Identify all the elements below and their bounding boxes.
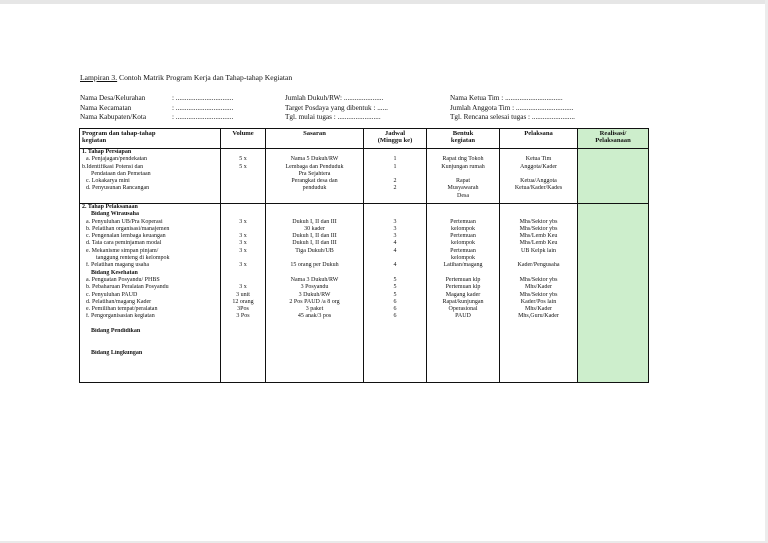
cell-text-line	[268, 211, 361, 218]
cell-pelaksana	[500, 204, 578, 383]
table-header-row	[80, 129, 649, 149]
cell-text-line: 1	[393, 156, 397, 163]
cell-text-line: Mhs/Lemb Keu	[519, 240, 558, 247]
info-column-targets	[285, 94, 388, 123]
cell-text-line: Mhs/Lemb Keu	[519, 233, 558, 240]
cell-text-line	[366, 270, 424, 277]
cell-text-line: Bidang Wirausaha	[91, 211, 139, 218]
cell-jadwal	[364, 204, 427, 383]
cell-text-line: 2 Pos PAUD /a 8 org	[289, 298, 340, 305]
cell-text-line: Rapat/kunjungan	[442, 298, 484, 305]
cell-text-line: Mhs/Sektor ybs	[519, 276, 558, 283]
cell-text-line: 5 x	[239, 156, 247, 163]
cell-text-line: 3 unit	[236, 291, 250, 298]
cell-text-line	[82, 343, 218, 350]
info-label: Tgl. Rencana selesai tugas :	[450, 113, 531, 121]
program-matrix-table	[79, 128, 649, 383]
cell-text-line: Musyawarah	[447, 185, 479, 192]
cell-text-line: 12 orang	[232, 298, 254, 305]
cell-text-line: UB Kelpk lain	[521, 247, 556, 254]
cell-text-line: Rapat	[456, 178, 470, 185]
cell-text-line: 6	[393, 298, 397, 305]
cell-sasaran	[266, 204, 364, 383]
cell-text-line	[429, 149, 497, 156]
info-value: : ................................	[172, 113, 234, 121]
cell-text-line: 3 x	[239, 240, 247, 247]
cell-text-line: d. Pelatihan/magang Kader	[86, 298, 152, 305]
cell-sasaran	[266, 149, 364, 204]
cell-text-line: kelompok	[451, 225, 475, 232]
cell-text-line: 4	[393, 240, 397, 247]
cell-text-line: 3 x	[239, 218, 247, 225]
cell-text-line	[429, 204, 497, 211]
cell-text-line: Dukuh I, II dan III	[292, 240, 337, 247]
info-label: Nama Kecamatan	[80, 103, 132, 112]
cell-text-line: Rapat dng Tokoh	[442, 156, 484, 163]
cell-realisasi	[578, 149, 649, 204]
cell-text-line: Pelaksana	[524, 130, 553, 137]
info-value: ......................	[343, 94, 384, 102]
cell-bentuk	[427, 149, 500, 204]
cell-text-line: Desa	[457, 192, 469, 199]
header-jadwal	[364, 129, 427, 149]
header-bentuk	[427, 129, 500, 149]
info-label: Nama Ketua Tim :	[450, 94, 504, 102]
cell-text-line	[223, 226, 263, 233]
cell-text-line	[366, 204, 424, 211]
cell-text-line: Volume	[232, 130, 254, 137]
cell-text-line	[223, 204, 263, 211]
cell-text-line: 3	[393, 218, 397, 225]
cell-text-line: Magang kader	[445, 291, 481, 298]
cell-text-line: kegiatan	[450, 137, 476, 145]
cell-text-line	[502, 211, 575, 218]
cell-text-line: Jadwal	[384, 130, 406, 137]
cell-text-line	[502, 149, 575, 156]
cell-text-line: kelompok	[451, 240, 475, 247]
cell-text-line: 5 x	[239, 163, 247, 170]
cell-text-line: 6	[393, 313, 397, 320]
cell-text-line: Perangkat desa dan	[291, 178, 338, 185]
info-label: Nama Desa/Kelurahan	[80, 94, 146, 102]
cell-text-line: c. Pengenalan lembaga keuangan	[86, 233, 166, 240]
cell-text-line: 3	[393, 233, 397, 240]
cell-text-line: a. Penjajagan/pendekatan	[86, 156, 147, 163]
header-volume	[221, 129, 266, 149]
cell-text-line: Pertemuan	[450, 233, 476, 240]
cell-text-line: Kader/Pengusaha	[517, 262, 560, 269]
cell-text-line: a. Penyuluhan UB/Pra Koperasi	[86, 218, 163, 225]
table-row-preparation	[80, 149, 649, 204]
appendix-label: Lampiran 3.	[80, 73, 118, 82]
cell-text-line	[429, 270, 497, 277]
cell-text-line: Bidang Kesehatan	[91, 269, 138, 276]
cell-text-line: 2	[393, 185, 397, 192]
info-value: ................................	[515, 103, 574, 112]
cell-text-line: b. Pebaharuan Peralatan Posyandu	[86, 284, 169, 291]
cell-text-line	[223, 211, 263, 218]
cell-text-line	[502, 255, 575, 262]
cell-text-line: Nama 3 Dukuh/RW	[290, 276, 339, 283]
cell-pelaksana	[500, 149, 578, 204]
info-value: ........................	[531, 113, 575, 121]
cell-text-line: Mhs/Kader	[525, 284, 552, 291]
cell-text-line: Lembaga dan Penduduk	[285, 163, 344, 170]
info-column-team	[450, 94, 575, 123]
header-program	[80, 129, 221, 149]
cell-text-line: Mhs,Guru/Kader	[518, 313, 559, 320]
cell-text-line	[366, 211, 424, 218]
document-title	[80, 73, 292, 82]
cell-text-line	[502, 171, 575, 178]
cell-text-line: Mhs/Sektor ybs	[519, 291, 558, 298]
cell-text-line	[268, 149, 361, 156]
cell-text-line: 2	[393, 178, 397, 185]
info-label: Tgl. mulai tugas :	[285, 113, 336, 121]
cell-text-line: 3 x	[239, 262, 247, 269]
cell-text-line: Mhs/Sektor ybs	[519, 225, 558, 232]
cell-text-line: b. Pelatihan organisasi/manajemen	[86, 225, 170, 232]
info-column-village	[80, 94, 233, 123]
cell-text-line: 15 orang per Dukuh	[290, 262, 339, 269]
cell-text-line: f. Pelatihan magang usaha	[86, 262, 149, 269]
cell-text-line: Dukuh I, II dan III	[292, 233, 337, 240]
cell-text-line	[82, 335, 218, 342]
cell-text-line: 6	[393, 306, 397, 313]
info-value: ................................	[505, 94, 563, 102]
cell-text-line: c. Penyuluhan PAUD	[86, 291, 138, 298]
cell-text-line: penduduk	[302, 185, 327, 192]
cell-text-line	[223, 149, 263, 156]
cell-text-line: 5	[393, 276, 397, 283]
info-value: : ................................	[172, 103, 234, 112]
cell-text-line: Bidang Pendidikan	[91, 328, 141, 335]
cell-text-line	[82, 321, 218, 328]
cell-text-line: 3 x	[239, 247, 247, 254]
cell-text-line: 3	[393, 225, 397, 232]
cell-text-line: 4	[393, 247, 397, 254]
cell-text-line	[429, 171, 497, 178]
cell-text-line: Latihan/magang	[443, 262, 483, 269]
cell-text-line: Nama 5 Dukuh/RW	[290, 156, 339, 163]
window-top-border	[0, 0, 768, 4]
cell-text-line: Operasional	[448, 306, 478, 313]
cell-text-line: Ketua Tim	[525, 156, 552, 163]
title-text: Contoh Matrik Program Kerja dan Tahap-tahap Kegiatan	[119, 73, 293, 82]
cell-volume	[221, 204, 266, 383]
info-label: Nama Kabupaten/Kota	[80, 113, 147, 121]
cell-text-line: Kader/Pos lain	[520, 298, 557, 305]
cell-text-line: Realisasi/	[599, 130, 627, 137]
cell-text-line	[502, 204, 575, 211]
info-label: Jumlah Dukuh/RW:	[285, 94, 343, 102]
cell-text-line: kegiatan	[82, 137, 107, 145]
cell-text-line: Anggota/Kader	[520, 163, 557, 170]
cell-text-line: PAUD	[455, 313, 471, 320]
cell-text-line	[268, 270, 361, 277]
cell-volume	[221, 149, 266, 204]
cell-text-line: Pelaksanaan	[595, 137, 631, 145]
cell-text-line	[366, 171, 424, 178]
header-pelaksana	[500, 129, 578, 149]
cell-text-line: 3Pos	[237, 306, 249, 313]
cell-text-line: b.Identifikasi Potensi dan	[82, 163, 144, 170]
info-label: Target Posdaya yang dibentuk :	[285, 103, 376, 112]
cell-text-line: d. Penyusunan Rancangan	[86, 185, 150, 192]
cell-text-line	[268, 255, 361, 262]
cell-text-line: 30 kader	[304, 225, 325, 232]
cell-text-line: 45 anak/3 pos	[297, 313, 332, 320]
cell-text-line: tanggung renteng di kelompok	[96, 255, 170, 262]
cell-text-line: 5	[393, 291, 397, 298]
cell-text-line: Pertemuan klp	[445, 276, 481, 283]
cell-text-line	[223, 270, 263, 277]
cell-text-line: Bidang Lingkungan	[91, 349, 143, 356]
info-value: ........................	[337, 113, 381, 121]
cell-text-line: 3 Posyandu	[300, 284, 329, 291]
cell-text-line: 5	[393, 284, 397, 291]
cell-text-line: Pertemuan klp	[445, 284, 481, 291]
cell-text-line: Pra Sejahtera	[298, 170, 331, 177]
cell-text-line: Ketua/Kader/Kades	[514, 185, 563, 192]
cell-text-line: 3 Dukuh/RW	[298, 291, 331, 298]
cell-text-line: (Minggu ke)	[377, 137, 413, 145]
cell-text-line: 3 x	[239, 233, 247, 240]
cell-text-line: 2. Tahap Pelaksanaan	[82, 204, 138, 210]
cell-text-line: Program dan tahap-tahap	[82, 130, 156, 137]
cell-text-line: 3 x	[239, 284, 247, 291]
cell-text-line	[223, 255, 263, 262]
cell-text-line	[268, 204, 361, 211]
cell-text-line: Pertemuan	[450, 247, 476, 254]
cell-program	[80, 149, 221, 204]
cell-text-line	[429, 211, 497, 218]
cell-program	[80, 204, 221, 383]
cell-text-line	[502, 270, 575, 277]
cell-text-line: e. Pemilihan tempat/peralatan	[86, 306, 158, 313]
table-row-implementation	[80, 204, 649, 383]
cell-text-line: 3 Pos	[236, 313, 250, 320]
cell-text-line: d. Tata cara peminjaman modal	[86, 240, 162, 247]
cell-realisasi	[578, 204, 649, 383]
info-value: ......	[377, 103, 388, 112]
cell-text-line: c. Lokakarya mini	[86, 178, 130, 185]
cell-text-line: a. Penguatan Posyandu/ PHBS	[86, 276, 160, 283]
cell-text-line: Pertemuan	[450, 218, 476, 225]
cell-text-line: Tiga Dukuh/UB	[295, 247, 334, 254]
info-label: Jumlah Anggota Tim :	[450, 103, 515, 112]
header-sasaran	[266, 129, 364, 149]
cell-text-line	[223, 277, 263, 284]
cell-text-line: kelompok	[451, 255, 475, 262]
info-value: : ................................	[172, 94, 234, 102]
cell-text-line: Mhs/Sektor ybs	[519, 218, 558, 225]
header-realisasi	[578, 129, 649, 149]
cell-text-line: 1	[393, 163, 397, 170]
cell-text-line	[366, 149, 424, 156]
cell-jadwal	[364, 149, 427, 204]
cell-text-line: Dukuh I, II dan III	[292, 218, 337, 225]
cell-text-line: e. Mekanisme simpan pinjam/	[86, 247, 159, 254]
cell-bentuk	[427, 204, 500, 383]
cell-text-line: 4	[393, 262, 397, 269]
cell-text-line: 1. Tahap Persiapan	[82, 149, 132, 155]
cell-text-line: f. Pengorganisasian kegiatan	[86, 313, 155, 320]
cell-text-line: Sasaran	[303, 130, 326, 137]
cell-text-line: Ketua/Anggota	[520, 178, 557, 185]
cell-text-line: 3 paket	[305, 306, 324, 313]
cell-text-line	[366, 255, 424, 262]
cell-text-line: Bentuk	[452, 130, 474, 137]
cell-text-line: Pendataan dan Pemetaan	[91, 170, 151, 177]
cell-text-line: Mhs/Kader	[525, 306, 552, 313]
cell-text-line: Kunjungan rumah	[441, 163, 485, 170]
